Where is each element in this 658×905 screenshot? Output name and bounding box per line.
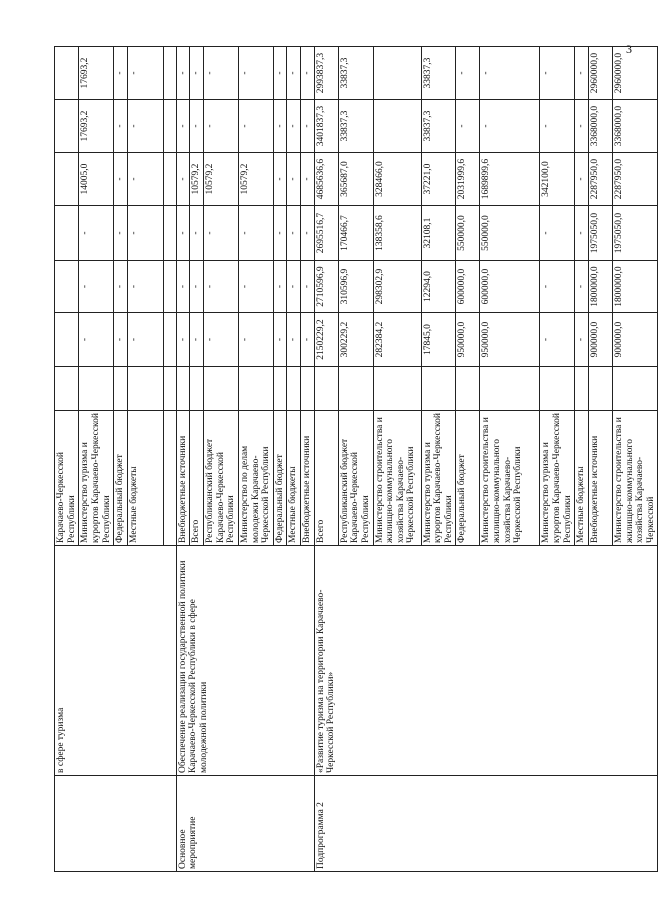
- source-cell: Всего: [314, 411, 338, 546]
- source-cell: Внебюджетные источники: [301, 411, 315, 546]
- value-cell: 3368000,0: [588, 100, 612, 153]
- value-cell: -: [456, 47, 480, 100]
- value-cell: 138358,6: [373, 206, 421, 261]
- value-cell: -: [575, 261, 589, 313]
- source-cell: Федеральный бюджет: [114, 411, 128, 546]
- value-cell: 17693,2: [79, 47, 114, 100]
- value-cell: 600000,0: [480, 261, 540, 313]
- value-cell: -: [190, 313, 204, 367]
- value-cell: 310596,9: [338, 261, 373, 313]
- value-cell: -: [480, 47, 540, 100]
- value-cell: -: [273, 313, 287, 367]
- value-cell: 1975050,0: [588, 206, 612, 261]
- value-cell: 600000,0: [456, 261, 480, 313]
- value-cell: 900000,0: [588, 313, 612, 367]
- spacer-cell: [301, 367, 315, 411]
- value-cell: -: [575, 206, 589, 261]
- source-cell: Министерство строительства и жилищно-коммунального хозяйства Карачаево-Черкесской: [612, 411, 658, 546]
- value-cell: -: [273, 47, 287, 100]
- value-cell: -: [238, 313, 273, 367]
- value-cell: [55, 313, 79, 367]
- value-cell: -: [190, 100, 204, 153]
- spacer-cell: [480, 367, 540, 411]
- value-cell: 10579,2: [204, 153, 239, 206]
- value-cell: 2695516,7: [314, 206, 338, 261]
- value-cell: 1800000,0: [588, 261, 612, 313]
- value-cell: -: [127, 47, 163, 100]
- value-cell: 900000,0: [612, 313, 658, 367]
- row-type-cell: Основное мероприятие: [176, 776, 314, 872]
- value-cell: -: [176, 206, 190, 261]
- spacer-cell: [540, 367, 575, 411]
- table-body: [55, 47, 658, 872]
- value-cell: -: [540, 206, 575, 261]
- row-type-cell: Подпрограмма 2: [314, 776, 658, 872]
- value-cell: -: [575, 100, 589, 153]
- value-cell: [163, 100, 176, 153]
- value-cell: -: [204, 261, 239, 313]
- value-cell: -: [273, 100, 287, 153]
- value-cell: 17845,0: [421, 313, 456, 367]
- value-cell: -: [287, 261, 301, 313]
- value-cell: -: [575, 153, 589, 206]
- spacer-cell: [588, 367, 612, 411]
- source-cell: Министерство туризма и курортов Карачаево-Черкесской Республики: [421, 411, 456, 546]
- table-row: [314, 47, 338, 872]
- value-cell: -: [127, 313, 163, 367]
- value-cell: -: [176, 153, 190, 206]
- spacer-cell: [287, 367, 301, 411]
- spacer-cell: [575, 367, 589, 411]
- value-cell: -: [79, 206, 114, 261]
- value-cell: 2960000,0: [588, 47, 612, 100]
- value-cell: 2993837,3: [314, 47, 338, 100]
- value-cell: -: [176, 313, 190, 367]
- value-cell: -: [238, 261, 273, 313]
- value-cell: -: [79, 313, 114, 367]
- spacer-cell: [421, 367, 456, 411]
- value-cell: -: [273, 153, 287, 206]
- value-cell: -: [540, 47, 575, 100]
- value-cell: 33837,3: [338, 47, 373, 100]
- value-cell: -: [238, 206, 273, 261]
- source-cell: Карачаево-Черкесской Республики: [55, 411, 79, 546]
- source-cell: Внебюджетные источники: [176, 411, 190, 546]
- source-cell: Министерство туризма и курортов Карачаево-Черкесской Республики: [540, 411, 575, 546]
- value-cell: 2150229,2: [314, 313, 338, 367]
- source-cell: [163, 411, 176, 546]
- value-cell: 17693,2: [79, 100, 114, 153]
- source-cell: Министерство строительства и жилищно-коммунального хозяйства Карачаево-Черкесской Республики: [480, 411, 540, 546]
- spacer-cell: [114, 367, 128, 411]
- spacer-cell: [204, 367, 239, 411]
- value-cell: -: [190, 206, 204, 261]
- value-cell: 10579,2: [190, 153, 204, 206]
- value-cell: -: [238, 47, 273, 100]
- value-cell: 550000,0: [480, 206, 540, 261]
- spacer-cell: [373, 367, 421, 411]
- value-cell: -: [287, 313, 301, 367]
- value-cell: -: [540, 313, 575, 367]
- value-cell: 37221,0: [421, 153, 456, 206]
- spacer-cell: [456, 367, 480, 411]
- value-cell: 2960000,0: [612, 47, 658, 100]
- value-cell: [163, 261, 176, 313]
- value-cell: -: [114, 100, 128, 153]
- value-cell: -: [540, 261, 575, 313]
- source-cell: Федеральный бюджет: [456, 411, 480, 546]
- value-cell: [163, 313, 176, 367]
- value-cell: 282384,2: [373, 313, 421, 367]
- value-cell: -: [238, 100, 273, 153]
- source-cell: Местные бюджеты: [575, 411, 589, 546]
- source-cell: Республиканский бюджет Карачаево-Черкесской Республики: [204, 411, 239, 546]
- value-cell: [55, 100, 79, 153]
- value-cell: -: [301, 313, 315, 367]
- value-cell: -: [456, 100, 480, 153]
- value-cell: -: [301, 153, 315, 206]
- value-cell: -: [287, 206, 301, 261]
- value-cell: [55, 153, 79, 206]
- value-cell: [55, 206, 79, 261]
- spacer-cell: [238, 367, 273, 411]
- value-cell: 1689899,6: [480, 153, 540, 206]
- table-row: [55, 47, 79, 872]
- row-name-cell: в сфере туризма: [55, 546, 177, 776]
- value-cell: -: [79, 261, 114, 313]
- source-cell: Министерство по делам молодежи Карачаево-Черкесской Республики: [238, 411, 273, 546]
- value-cell: -: [127, 261, 163, 313]
- value-cell: 950000,0: [456, 313, 480, 367]
- spacer-cell: [127, 367, 163, 411]
- row-name-cell: Обеспечение реализации государственной политики Карачаево-Черкесской Республики в сфере молодежной политики: [176, 546, 314, 776]
- spacer-cell: [314, 367, 338, 411]
- value-cell: 328466,0: [373, 153, 421, 206]
- value-cell: 14005,0: [79, 153, 114, 206]
- row-name-cell: «Развитие туризма на территории Карачаево-Черкесской Республики»: [314, 546, 658, 776]
- value-cell: -: [114, 206, 128, 261]
- source-cell: Министерство строительства и жилищно-коммунального хозяйства Карачаево-Черкесской Республики: [373, 411, 421, 546]
- value-cell: -: [204, 313, 239, 367]
- spacer-cell: [190, 367, 204, 411]
- value-cell: -: [575, 313, 589, 367]
- value-cell: -: [190, 47, 204, 100]
- value-cell: -: [127, 206, 163, 261]
- value-cell: [373, 47, 421, 100]
- row-type-cell: [55, 776, 177, 872]
- value-cell: 2287950,0: [588, 153, 612, 206]
- value-cell: 342100,0: [540, 153, 575, 206]
- rotated-table-container: [54, 47, 656, 872]
- budget-table: [54, 46, 658, 872]
- value-cell: 33837,3: [421, 100, 456, 153]
- source-cell: Всего: [190, 411, 204, 546]
- value-cell: -: [127, 153, 163, 206]
- value-cell: -: [190, 261, 204, 313]
- page-number: 3: [626, 42, 632, 56]
- value-cell: -: [273, 206, 287, 261]
- value-cell: -: [301, 206, 315, 261]
- spacer-cell: [338, 367, 373, 411]
- source-cell: Внебюджетные источники: [588, 411, 612, 546]
- spacer-cell: [163, 367, 176, 411]
- value-cell: -: [114, 47, 128, 100]
- value-cell: -: [301, 261, 315, 313]
- value-cell: -: [176, 47, 190, 100]
- value-cell: -: [301, 47, 315, 100]
- value-cell: [163, 206, 176, 261]
- value-cell: -: [480, 100, 540, 153]
- value-cell: 3368000,0: [612, 100, 658, 153]
- value-cell: 32108,1: [421, 206, 456, 261]
- value-cell: -: [176, 100, 190, 153]
- value-cell: 950000,0: [480, 313, 540, 367]
- value-cell: 365687,0: [338, 153, 373, 206]
- spacer-cell: [612, 367, 658, 411]
- value-cell: -: [176, 261, 190, 313]
- value-cell: -: [114, 153, 128, 206]
- value-cell: -: [575, 47, 589, 100]
- value-cell: 33837,3: [338, 100, 373, 153]
- value-cell: [55, 261, 79, 313]
- value-cell: -: [287, 153, 301, 206]
- value-cell: -: [114, 261, 128, 313]
- source-cell: Местные бюджеты: [287, 411, 301, 546]
- spacer-cell: [176, 367, 190, 411]
- value-cell: -: [127, 100, 163, 153]
- value-cell: -: [204, 47, 239, 100]
- value-cell: -: [287, 100, 301, 153]
- value-cell: 3401837,3: [314, 100, 338, 153]
- source-cell: Федеральный бюджет: [273, 411, 287, 546]
- value-cell: 4685636,6: [314, 153, 338, 206]
- value-cell: -: [301, 100, 315, 153]
- spacer-cell: [79, 367, 114, 411]
- value-cell: 550000,0: [456, 206, 480, 261]
- source-cell: Местные бюджеты: [127, 411, 163, 546]
- table-row: [176, 47, 190, 872]
- value-cell: [55, 47, 79, 100]
- value-cell: 2287950,0: [612, 153, 658, 206]
- spacer-cell: [55, 367, 79, 411]
- spacer-cell: [273, 367, 287, 411]
- value-cell: 10579,2: [238, 153, 273, 206]
- value-cell: 1975050,0: [612, 206, 658, 261]
- value-cell: -: [204, 100, 239, 153]
- value-cell: -: [114, 313, 128, 367]
- value-cell: -: [540, 100, 575, 153]
- value-cell: 2031999,6: [456, 153, 480, 206]
- source-cell: Республиканский бюджет Карачаево-Черкесской Республики: [338, 411, 373, 546]
- value-cell: -: [204, 206, 239, 261]
- value-cell: 300229,2: [338, 313, 373, 367]
- value-cell: [373, 100, 421, 153]
- value-cell: -: [287, 47, 301, 100]
- value-cell: 298302,9: [373, 261, 421, 313]
- value-cell: [163, 153, 176, 206]
- value-cell: -: [273, 261, 287, 313]
- value-cell: 2710596,9: [314, 261, 338, 313]
- value-cell: [163, 47, 176, 100]
- source-cell: Министерство туризма и курортов Карачаево-Черкесской Республики: [79, 411, 114, 546]
- value-cell: 12294,0: [421, 261, 456, 313]
- value-cell: 170466,7: [338, 206, 373, 261]
- value-cell: 1800000,0: [612, 261, 658, 313]
- value-cell: 33837,3: [421, 47, 456, 100]
